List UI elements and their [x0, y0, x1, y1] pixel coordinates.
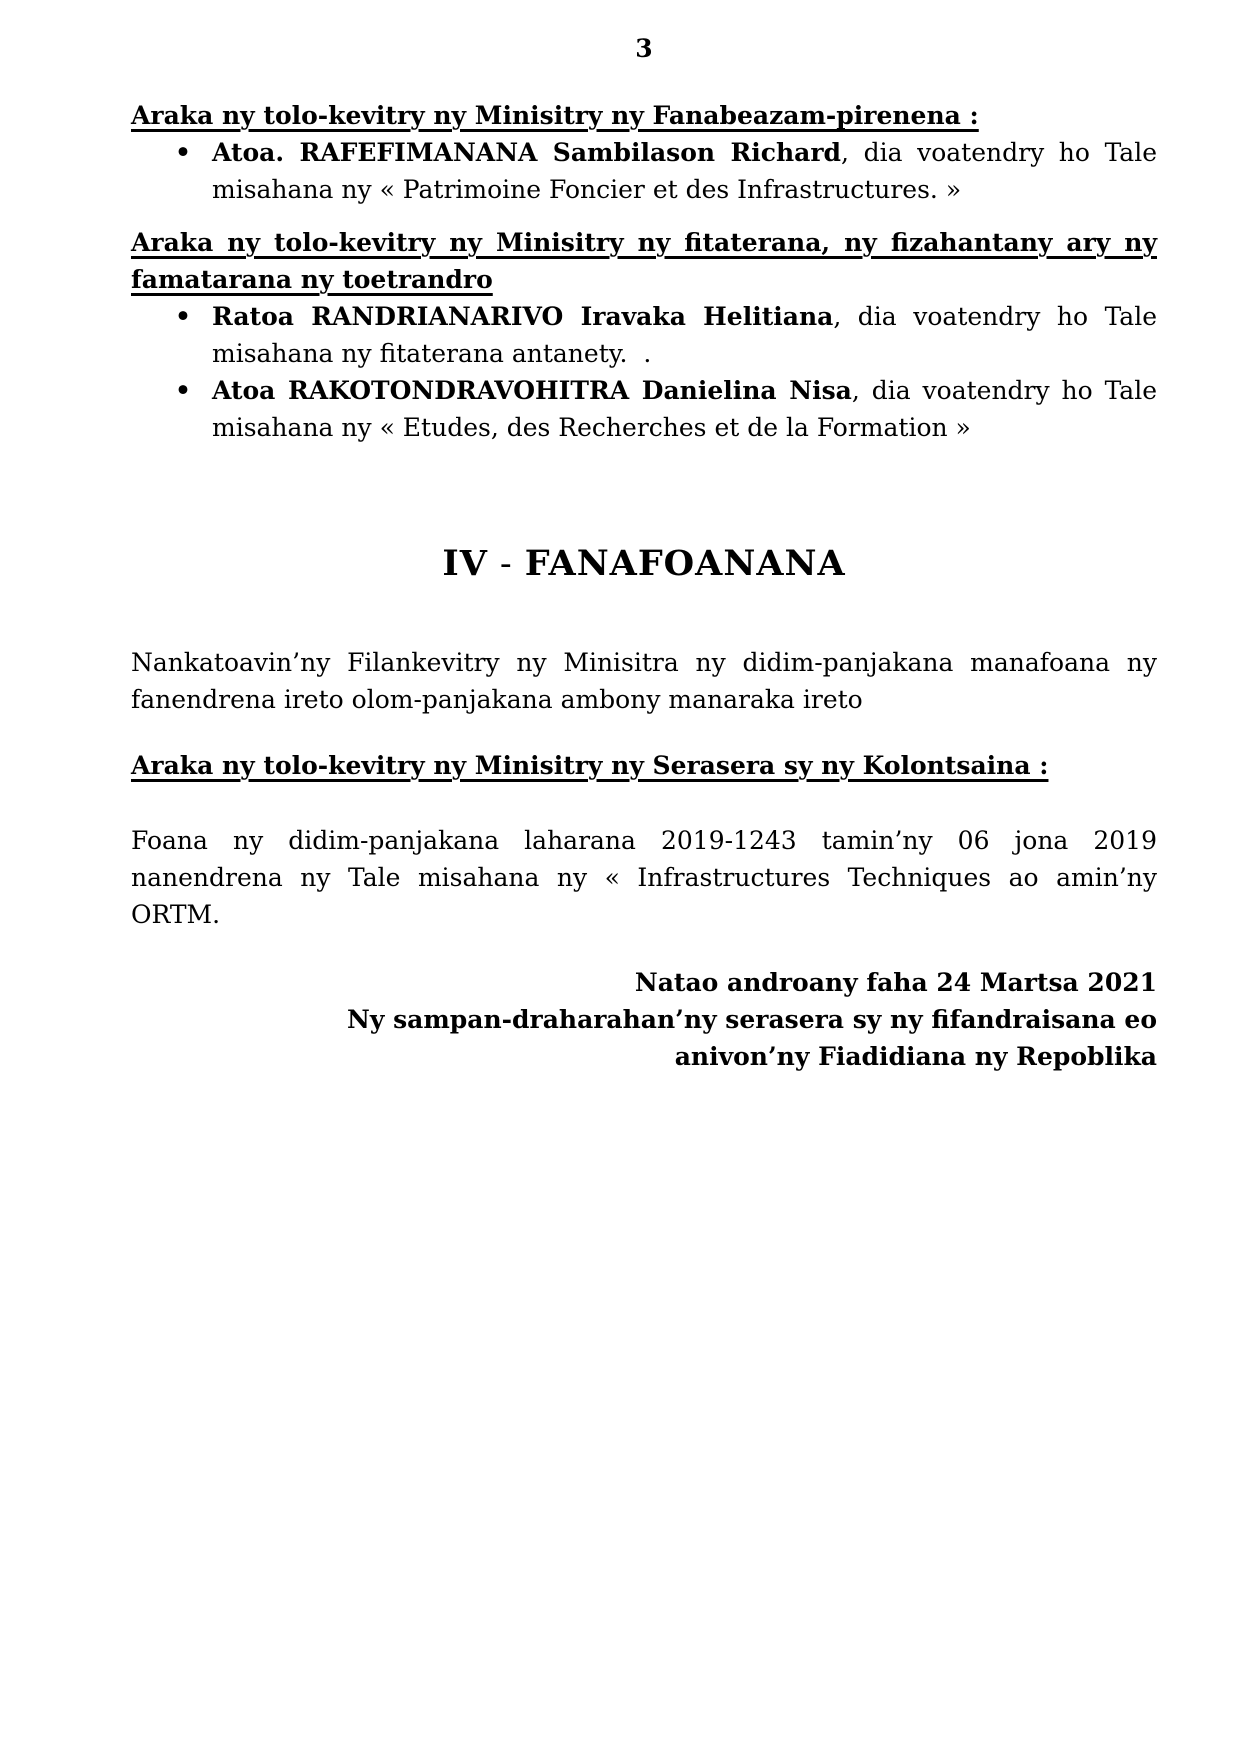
signature-org-line-1: Ny sampan-draharahan’ny serasera sy ny fifandraisana eo: [347, 1005, 1157, 1034]
bullet-body: [212, 298, 1157, 372]
bullet-item-randrianarivo: [131, 298, 1157, 372]
bullet-line-1: [212, 298, 1157, 335]
appointment-text: , dia voatendry ho Tale: [851, 376, 1157, 405]
chapter-title-text: FANAFOANANA: [524, 543, 846, 584]
heading-line-2: famatarana ny toetrandro: [131, 265, 493, 294]
appointment-text: , dia voatendry ho Tale: [841, 138, 1157, 167]
paragraph-line-1: Nankatoavin’ny Filankevitry ny Minisitra ny didim-panjakana manafoana ny: [131, 648, 1157, 677]
heading-line-1: Araka ny tolo-kevitry ny Minisitry ny fitaterana, ny fizahantany ary ny: [131, 228, 1157, 257]
bullet-body: [212, 134, 1157, 208]
paragraph-line-2: nanendrena ny Tale misahana ny « Infrastructures Techniques ao amin’ny: [131, 863, 1157, 892]
chapter-numeral: IV: [442, 543, 488, 584]
bullet-icon: •: [175, 302, 191, 331]
bullet-line-2: misahana ny « Patrimoine Foncier et des Infrastructures. »: [212, 175, 962, 204]
section-heading-fitaterana: [131, 224, 1157, 298]
chapter-title: [131, 541, 1157, 587]
section-heading-fanabeazam: Araka ny tolo-kevitry ny Minisitry ny Fanabeazam-pirenena :: [131, 101, 979, 130]
appointment-text: , dia voatendry ho Tale: [833, 302, 1157, 331]
bullet-line-2: misahana ny « Etudes, des Recherches et de la Formation »: [212, 413, 971, 442]
section-heading-serasera: Araka ny tolo-kevitry ny Minisitry ny Serasera sy ny Kolontsaina :: [131, 751, 1049, 780]
bullet-icon: •: [175, 138, 191, 167]
bullet-line-1: [212, 372, 1157, 409]
decision-paragraph: [131, 822, 1157, 933]
bullet-body: [212, 372, 1157, 446]
bullet-item-rafefimanana: [131, 134, 1157, 208]
intro-paragraph: [131, 644, 1157, 718]
signature-org-line-2: anivon’ny Fiadidiana ny Repoblika: [674, 1042, 1157, 1071]
appointee-name: Ratoa RANDRIANARIVO Iravaka Helitiana: [212, 302, 834, 331]
bullet-line-1: [212, 134, 1157, 171]
paragraph-line-3: ORTM.: [131, 900, 221, 929]
appointee-name: Atoa. RAFEFIMANANA Sambilason Richard: [212, 138, 842, 167]
paragraph-line-2: fanendrena ireto olom-panjakana ambony manaraka ireto: [131, 685, 863, 714]
bullet-line-2: misahana ny fitaterana antanety. .: [212, 339, 652, 368]
page-number: 3: [635, 34, 653, 63]
paragraph-line-1: Foana ny didim-panjakana laharana 2019-1243 tamin’ny 06 jona 2019: [131, 826, 1157, 855]
bullet-item-rakotondravohitra: [131, 372, 1157, 446]
chapter-separator: -: [499, 544, 513, 584]
signature-block: [131, 964, 1157, 1075]
signature-date-line: Natao androany faha 24 Martsa 2021: [634, 968, 1157, 997]
bullet-icon: •: [175, 376, 191, 405]
appointee-name: Atoa RAKOTONDRAVOHITRA Danielina Nisa: [212, 376, 852, 405]
